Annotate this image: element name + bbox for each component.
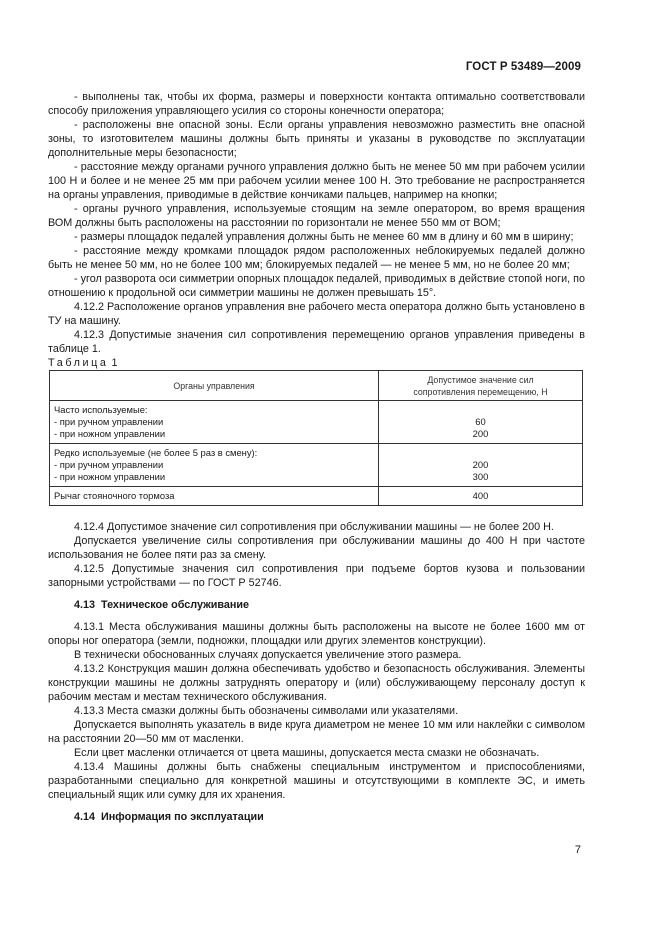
table-row (50, 487, 583, 506)
page-number: 7 (574, 844, 581, 856)
table-cell-control: Редко используемые (не более 5 раз в смену): - при ручном управлении - при ножном управлении (50, 444, 379, 487)
paragraph: - выполнены так, чтобы их форма, размеры и поверхности контакта оптимально соответствовали способу приложения управляющего усилия со стороны конечности оператора; (48, 91, 585, 117)
paragraph: - размеры площадок педалей управления должны быть не менее 60 мм в длину и 60 мм в ширину; (74, 231, 574, 243)
paragraph: Если цвет масленки отличается от цвета машины, допускается места смазки не обозначать. (74, 747, 540, 759)
section-heading-4-14: 4.14 Информация по эксплуатации (74, 811, 264, 823)
standard-code: ГОСТ Р 53489—2009 (465, 61, 581, 73)
table-header-values: Допустимое значение сил сопротивления перемещению, Н (379, 371, 583, 401)
paragraph: 4.13.3 Места смазки должны быть обозначены символами или указателями. (74, 705, 459, 717)
paragraph: В технически обоснованных случаях допускается увеличение этого размера. (74, 649, 462, 661)
section-heading-4-13: 4.13 Техническое обслуживание (74, 599, 250, 611)
paragraph: - угол разворота оси симметрии опорных площадок педалей, приводимых в действие стопой ноги, по отношению к продольной оси симметрии машины не должен превышать 15°. (48, 273, 585, 299)
paragraph: 4.12.2 Расположение органов управления вне рабочего места оператора должно быть установлено в ТУ на машину. (48, 301, 585, 327)
table-caption (48, 356, 585, 370)
paragraph: Допускается выполнять указатель в виде круга диаметром не менее 10 мм или наклейки с символом на расстоянии 20—50 мм от масленки. (48, 719, 585, 745)
table-cell-value: 60 200 (379, 401, 583, 444)
table-cell-control: Часто используемые: - при ручном управлении - при ножном управлении (50, 401, 379, 444)
paragraph: Допускается увеличение силы сопротивления при обслуживании машины до 400 Н при частоте использования не более пяти раз за смену. (48, 535, 585, 561)
paragraph: 4.13.4 Машины должны быть снабжены специальным инструментом и приспособлениями, разработанными специально для конкретной машины и отсутствующими в комплекте ЭС, и иметь специальный ящик или сумку для их хранения. (48, 761, 585, 801)
paragraph: - расположены вне опасной зоны. Если органы управления невозможно разместить вне опасной зоны, то изготовителем машины должны быть приняты и указаны в руководстве по эксплуатации дополнительные меры безопасности; (48, 119, 585, 159)
paragraph: 4.12.4 Допустимое значение сил сопротивления при обслуживании машины — не более 200 Н. (74, 521, 554, 533)
table-row (50, 401, 583, 444)
paragraph: 4.13.1 Места обслуживания машины должны быть расположены на высоте не более 1600 мм от опоры ног оператора (земли, подножки, площадки или других элементов конструкции). (48, 621, 585, 647)
table-cell-value: 400 (379, 487, 583, 506)
table-row (50, 444, 583, 487)
page-content (48, 90, 585, 824)
table-cell-value: 200 300 (379, 444, 583, 487)
table-caption-number: 1 (111, 357, 118, 369)
paragraph: - расстояние между кромками площадок рядом расположенных неблокируемых педалей должно быть не менее 50 мм, но не более 100 мм; блокируемых педалей — не менее 5 мм, но не более 20 мм; (48, 245, 585, 271)
table-cell-control: Рычаг стояночного тормоза (50, 487, 379, 506)
table-header-controls: Органы управления (50, 371, 379, 401)
paragraph: 4.12.3 Допустимые значения сил сопротивления перемещению органов управления приведены в таблице 1. (48, 329, 585, 355)
table-caption-word: Таблица (48, 357, 109, 369)
paragraph: 4.13.2 Конструкция машин должна обеспечивать удобство и безопасность обслуживания. Элементы конструкции машины не должны затруднять оператору и (или) обслуживающему персоналу доступ к рабочим местам и местам технического обслуживания. (48, 663, 585, 703)
table-1 (49, 370, 583, 506)
paragraph: - расстояние между органами ручного управления должно быть не менее 50 мм при рабочем усилии 100 Н и более и не менее 25 мм при рабочем усилии менее 100 Н. Это требование не распространяется на органы управления, приводимые в действие кончиками пальцев, например на кнопки; (48, 161, 585, 201)
paragraph: - органы ручного управления, используемые стоящим на земле оператором, во время вращения ВОМ должны быть расположены на расстоянии по горизонтали не менее 550 мм от ВОМ; (48, 203, 585, 229)
paragraph: 4.12.5 Допустимые значения сил сопротивления при подъеме бортов кузова и пользовании запорными устройствами — по ГОСТ Р 52746. (48, 563, 585, 589)
table-header-row (50, 371, 583, 401)
